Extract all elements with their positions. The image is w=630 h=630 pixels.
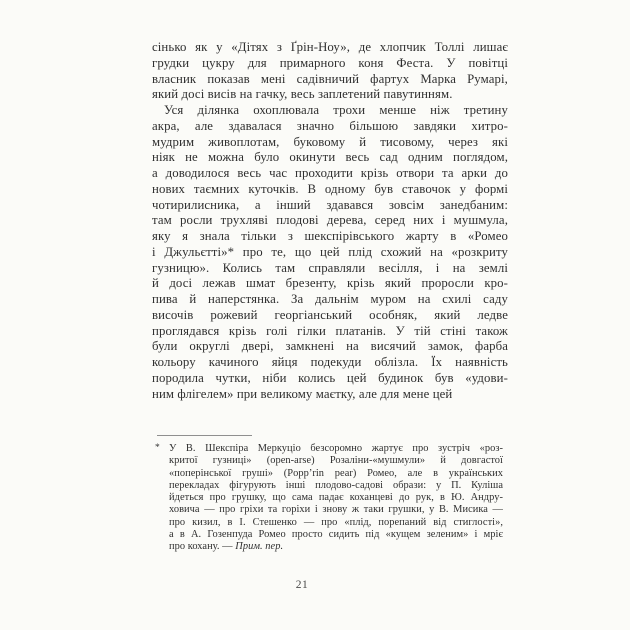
text-line: перекладах фігурують інші плодово-садові образи: у П. Куліша [169,479,503,491]
text-line: грудки цукру для примарного коня Феста. У повітці [152,55,508,70]
text-line: там росли трухляві плодові дерева, серед них і мушмула, [152,213,508,228]
footnote-translator-note: Прим. пер. [235,541,284,553]
text-line: акра, але здавалася значно більшою завдяки хитро- [152,118,508,133]
footnote-marker: * [155,443,160,453]
text-line: породила чутки, ніби колись цей будинок був «удови- [152,370,508,385]
text-line: гузницю». Колись там справляли весілля, і на землі [152,260,508,275]
text-line: який досі висів на гачку, весь заплетений павутинням. [152,87,453,102]
text-line: нових таємних куточків. В одному був ставочок у формі [152,181,508,196]
text-line: «поперінської груші» (Popp’rin pear) Ромео, але в українських [169,467,503,479]
text-line: ніяк не можна було окинути весь сад одним поглядом, [152,150,508,165]
text-line: кольору качиного яйця подекуди облізла. Їх наявність [152,355,508,369]
text-line: про кизил, в І. Стешенко — про «плід, порепаний від стиглості», [169,516,503,528]
paragraph-continuation [152,40,508,103]
page-body [152,40,508,402]
text-line: йдеться про грушку, що сама падає коханцеві до рук, в Ю. Андру- [169,492,503,504]
page-number: 21 [295,579,309,591]
text-line: чотирилисника, а інший здавався зовсім занедбаним: [152,197,508,212]
text-line: і Джульєтті»* про те, що цей плід схожий на «розкриту [152,244,508,259]
text-line: пива й наперстянка. За дальнім муром на схилі саду [152,292,508,306]
text-line: були округлі двері, замкнені на висячий замок, фарба [152,339,508,354]
text-line: критої гузниці» (open-arse) Розаліни-«мушмули» й довгастої [169,455,503,467]
text-line: проглядався крізь голі гілки платанів. У тій стіні також [152,323,508,338]
footnote [155,443,503,554]
footnote-divider [157,435,252,436]
text-line: Уся ділянка охоплювала трохи менше ніж третину [164,103,508,117]
text-line: ним флігелем» при великому маєтку, але для мене цей [152,386,453,401]
paragraph [152,103,508,402]
text-line: височів рожевий георгіанський особняк, який ледве [152,307,508,322]
text-line: мудрим живоплотам, буковому й тисовому, через які [152,134,508,149]
text-line: яку я знала тільки з шекспірівського жарту в «Ромео [152,229,508,243]
text-line: й досі лежав шмат брезенту, крізь який проросли кро- [152,276,508,291]
text-line: а в А. Гозенпуда Ромео просто сидить під «кущем зеленим» і мріє [169,529,503,541]
text-line [169,541,503,553]
text-line: ховича — про гріхи та горіхи і знову ж таки грушки, у В. Мисика — [169,504,503,516]
text-line: власник показав мені садівничий фартух Марка Румарі, [152,71,508,86]
footnote-lines [169,443,503,541]
text-line: сінько як у «Дітях з Ґрін-Ноу», де хлопчик Толлі лишає [152,40,508,54]
text-line: а доводилося весь час проходити крізь отвори та арки до [152,166,508,180]
text-line: У В. Шекспіра Меркуціо безсоромно жартує про зустріч «роз- [169,443,503,454]
footnote-last-regular: про кохану. — [169,541,236,553]
